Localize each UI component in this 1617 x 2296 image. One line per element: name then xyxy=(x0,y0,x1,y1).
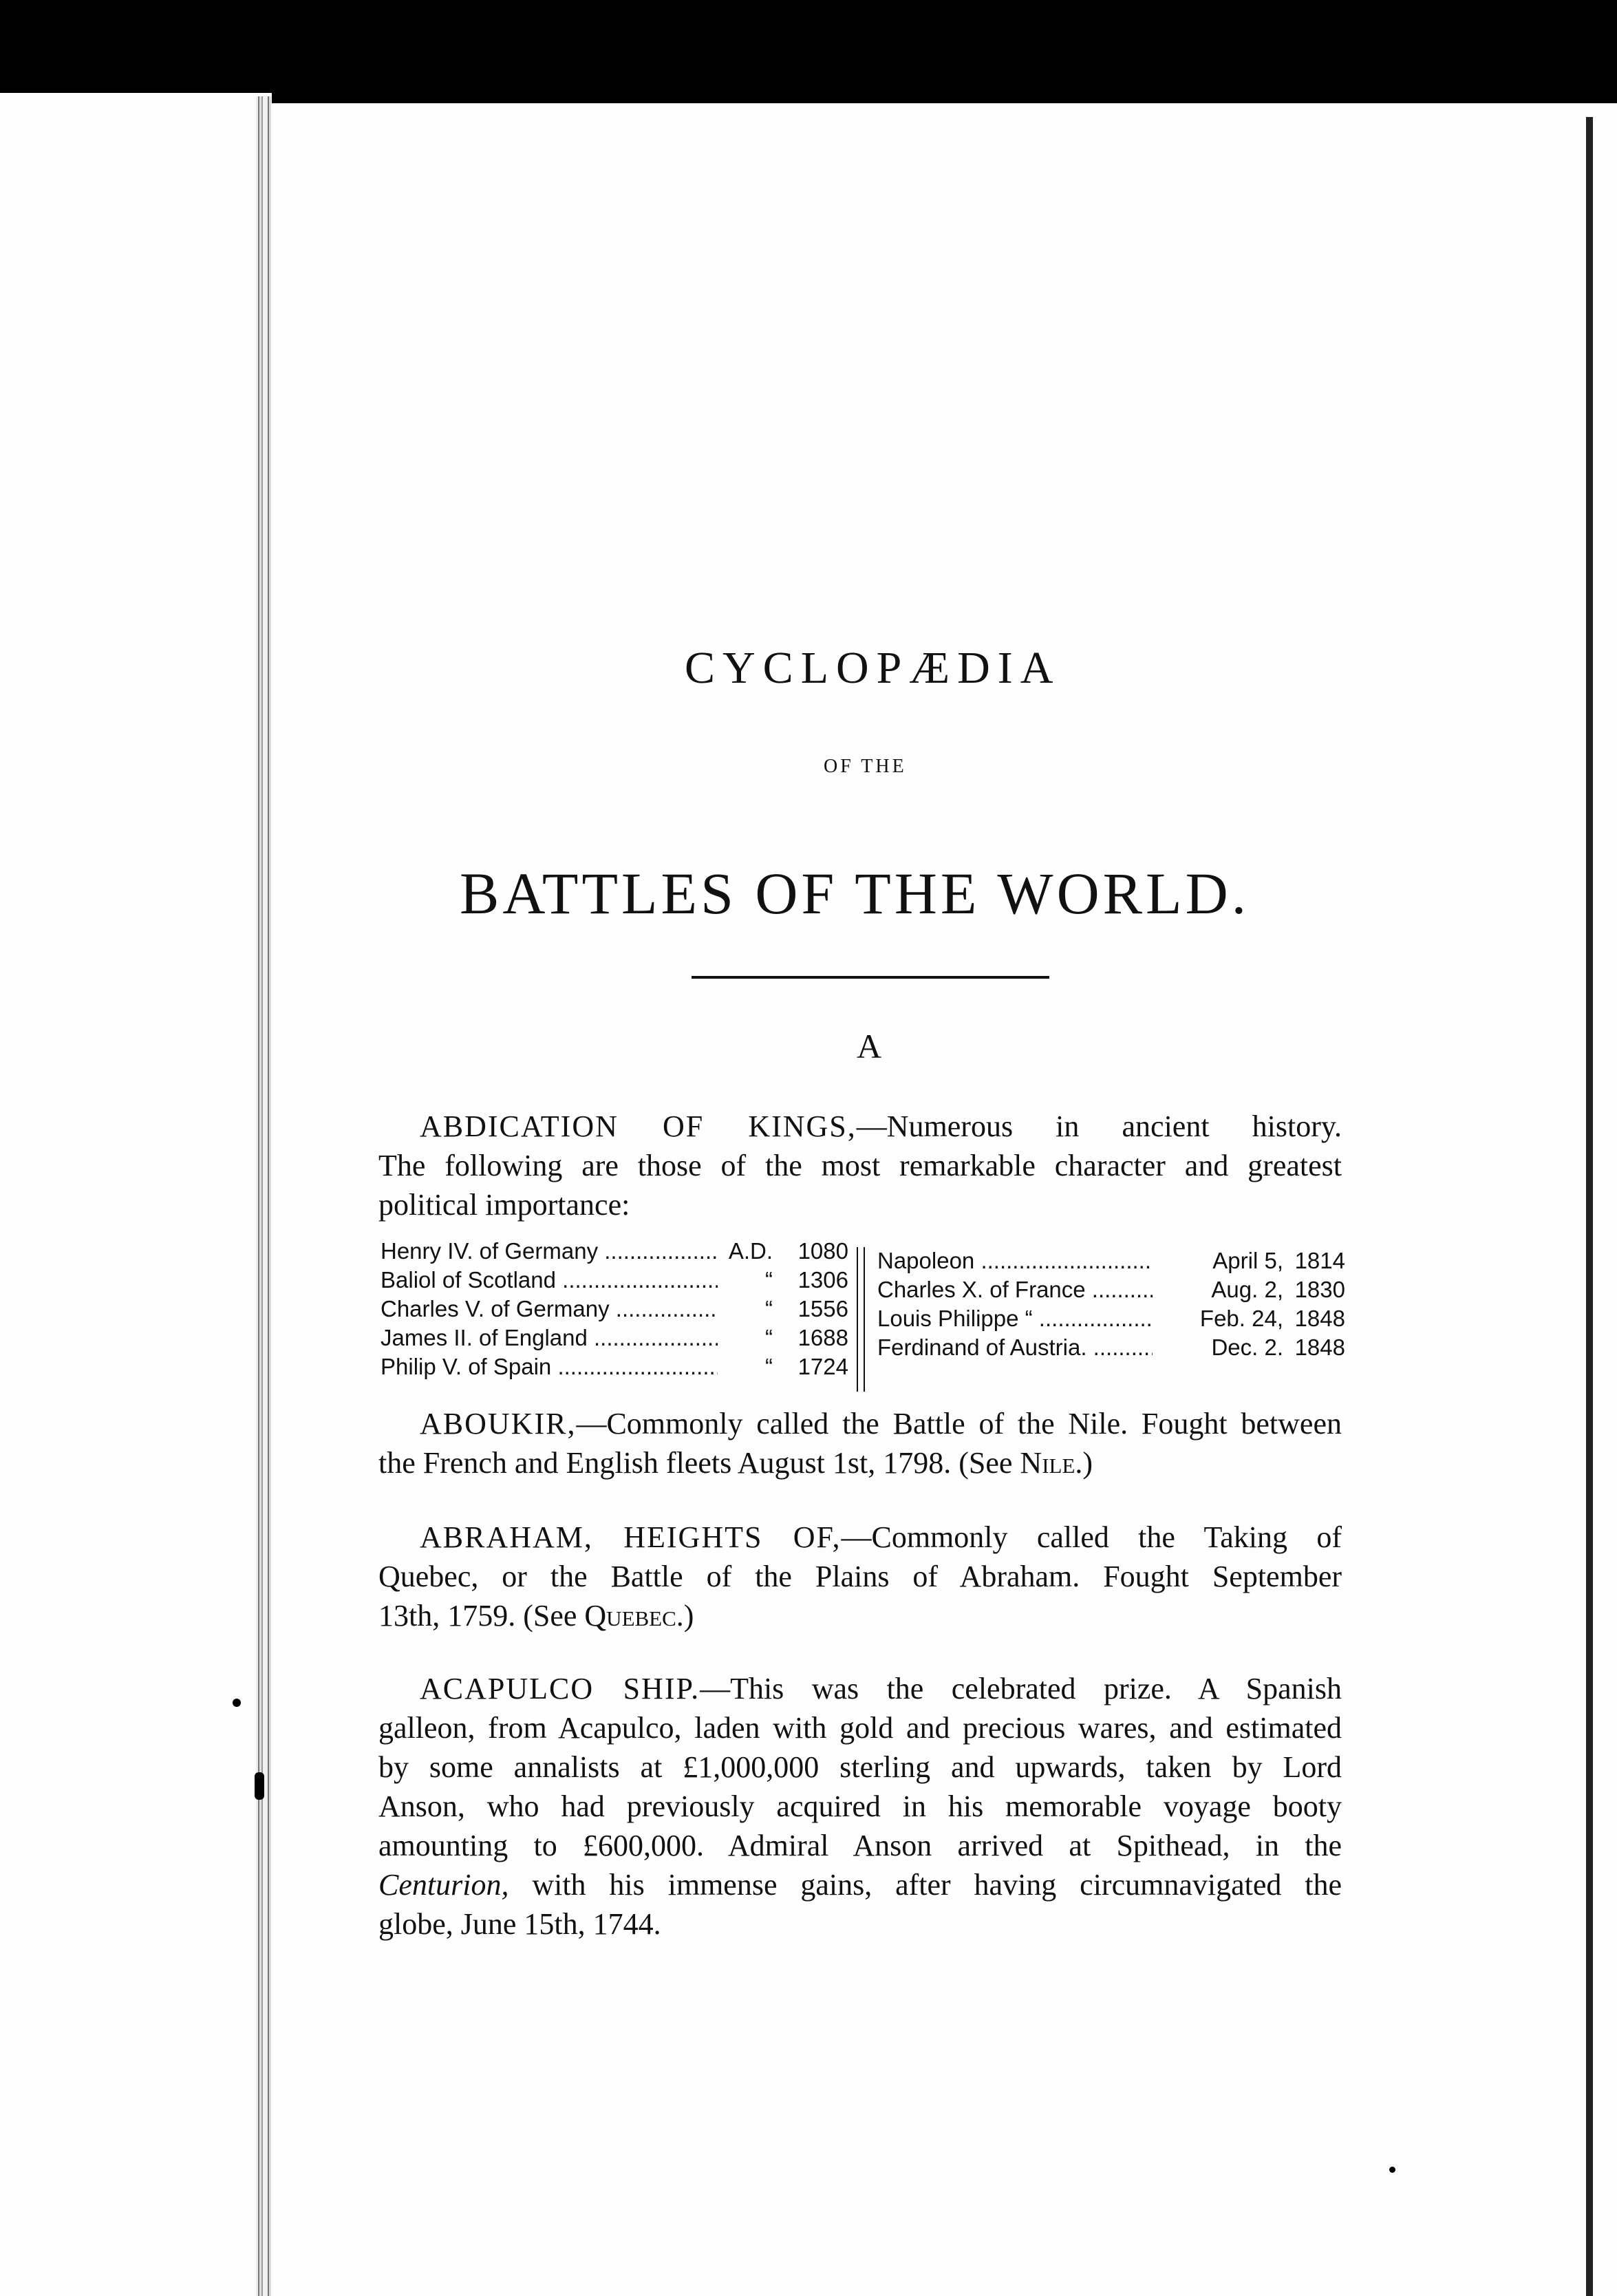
table-row xyxy=(381,1295,848,1324)
speck-mark xyxy=(1389,2167,1395,2173)
era-label: A.D. xyxy=(728,1238,773,1264)
ruler-name: James II. of England ..... xyxy=(381,1324,718,1352)
era-label: “ xyxy=(765,1354,773,1379)
date: Aug. 2, xyxy=(1211,1277,1283,1302)
entry-text: —Commonly called the Taking of xyxy=(841,1520,1342,1554)
year: 1080 xyxy=(797,1238,848,1264)
entry-aboukir xyxy=(378,1404,1342,1482)
year: 1688 xyxy=(797,1325,848,1350)
entry-text: —Numerous in ancient history. xyxy=(856,1109,1342,1143)
entry-abraham xyxy=(378,1518,1342,1635)
year: 1556 xyxy=(797,1296,848,1321)
headword: ACAPULCO SHIP. xyxy=(420,1672,700,1705)
book-gutter xyxy=(256,96,271,2296)
era-label: “ xyxy=(765,1325,773,1350)
speck-mark xyxy=(255,1772,264,1800)
date: Dec. 2. xyxy=(1211,1335,1283,1360)
entry-abdication xyxy=(378,1107,1342,1224)
table-row xyxy=(381,1237,848,1266)
entry-line xyxy=(378,1443,1342,1482)
entry-line xyxy=(378,1596,1342,1635)
ship-name: Centurion, xyxy=(378,1868,509,1902)
title-battles-of-the-world: BATTLES OF THE WORLD. xyxy=(460,860,1250,926)
year: 1848 xyxy=(1294,1335,1345,1360)
facing-page xyxy=(0,93,272,2296)
ruler-name: Henry IV. of Germany ..... xyxy=(381,1237,718,1266)
year: 1830 xyxy=(1294,1277,1345,1302)
title-cyclopaedia: CYCLOPÆDIA xyxy=(685,643,1061,693)
abdications-column-right xyxy=(877,1246,1345,1362)
entry-line xyxy=(378,1518,1342,1557)
entry-line xyxy=(378,1669,1342,1708)
entry-line: Quebec, or the Battle of the Plains of Abraham. Fought September xyxy=(378,1560,1342,1593)
cross-reference: Quebec xyxy=(584,1599,676,1633)
entry-text: —This was the celebrated prize. A Spanish xyxy=(700,1672,1342,1705)
entry-line: amounting to £600,000. Admiral Anson arrived at Spithead, in the xyxy=(378,1829,1342,1862)
date: Feb. 24, xyxy=(1199,1306,1283,1331)
entry-text: the French and English fleets August 1st, 1798. (See xyxy=(378,1446,1020,1480)
entry-text: with his immense gains, after having circumnavigated the xyxy=(508,1868,1342,1902)
table-row xyxy=(381,1352,848,1381)
era-label: “ xyxy=(765,1296,773,1321)
entry-text: —Commonly called the Battle of the Nile. Fought between xyxy=(576,1407,1342,1441)
entry-text: .) xyxy=(676,1599,694,1633)
date: April 5, xyxy=(1212,1248,1283,1273)
cross-reference: Nile xyxy=(1020,1446,1075,1480)
ruler-name: Baliol of Scotland ..... xyxy=(381,1266,718,1295)
entry-text: .) xyxy=(1075,1446,1093,1480)
section-letter: A xyxy=(857,1027,882,1065)
ruler-name: Charles X. of France ..... xyxy=(877,1275,1153,1304)
year: 1724 xyxy=(797,1354,848,1379)
column-separator xyxy=(857,1247,865,1392)
entry-line: galleon, from Acapulco, laden with gold and precious wares, and estimated xyxy=(378,1711,1342,1745)
table-row xyxy=(877,1333,1345,1362)
era-label: “ xyxy=(765,1267,773,1293)
table-row xyxy=(381,1324,848,1352)
headword: ABRAHAM, HEIGHTS OF, xyxy=(420,1520,842,1554)
table-row xyxy=(877,1246,1345,1275)
ruler-name: Ferdinand of Austria. ..... xyxy=(877,1333,1153,1362)
table-row xyxy=(381,1266,848,1295)
entry-line xyxy=(378,1865,1342,1904)
entry-line: Anson, who had previously acquired in his memorable voyage booty xyxy=(378,1789,1342,1823)
speck-mark xyxy=(233,1699,241,1707)
title-rule xyxy=(692,976,1049,979)
year: 1814 xyxy=(1294,1248,1345,1273)
page-edge-shadow xyxy=(1586,117,1593,2296)
title-of-the: OF THE xyxy=(824,756,907,777)
headword: ABDICATION OF KINGS, xyxy=(420,1109,857,1143)
entry-line xyxy=(378,1107,1342,1146)
ruler-name: Napoleon ..... xyxy=(877,1246,1153,1275)
year: 1848 xyxy=(1294,1306,1345,1331)
entry-line: The following are those of the most remarkable character and greatest xyxy=(378,1149,1342,1182)
headword: ABOUKIR, xyxy=(420,1407,577,1441)
ruler-name: Louis Philippe “ ..... xyxy=(877,1304,1153,1333)
ruler-name: Charles V. of Germany ..... xyxy=(381,1295,718,1324)
entry-text: 13th, 1759. (See xyxy=(378,1599,585,1633)
entry-line xyxy=(378,1404,1342,1443)
table-row xyxy=(877,1304,1345,1333)
entry-line: globe, June 15th, 1744. xyxy=(378,1907,661,1941)
year: 1306 xyxy=(797,1267,848,1293)
entry-line: political importance: xyxy=(378,1188,630,1222)
abdications-column-left xyxy=(381,1237,848,1381)
table-row xyxy=(877,1275,1345,1304)
entry-acapulco xyxy=(378,1669,1342,1944)
ruler-name: Philip V. of Spain ..... xyxy=(381,1352,718,1381)
entry-line: by some annalists at £1,000,000 sterling and upwards, taken by Lord xyxy=(378,1750,1342,1784)
